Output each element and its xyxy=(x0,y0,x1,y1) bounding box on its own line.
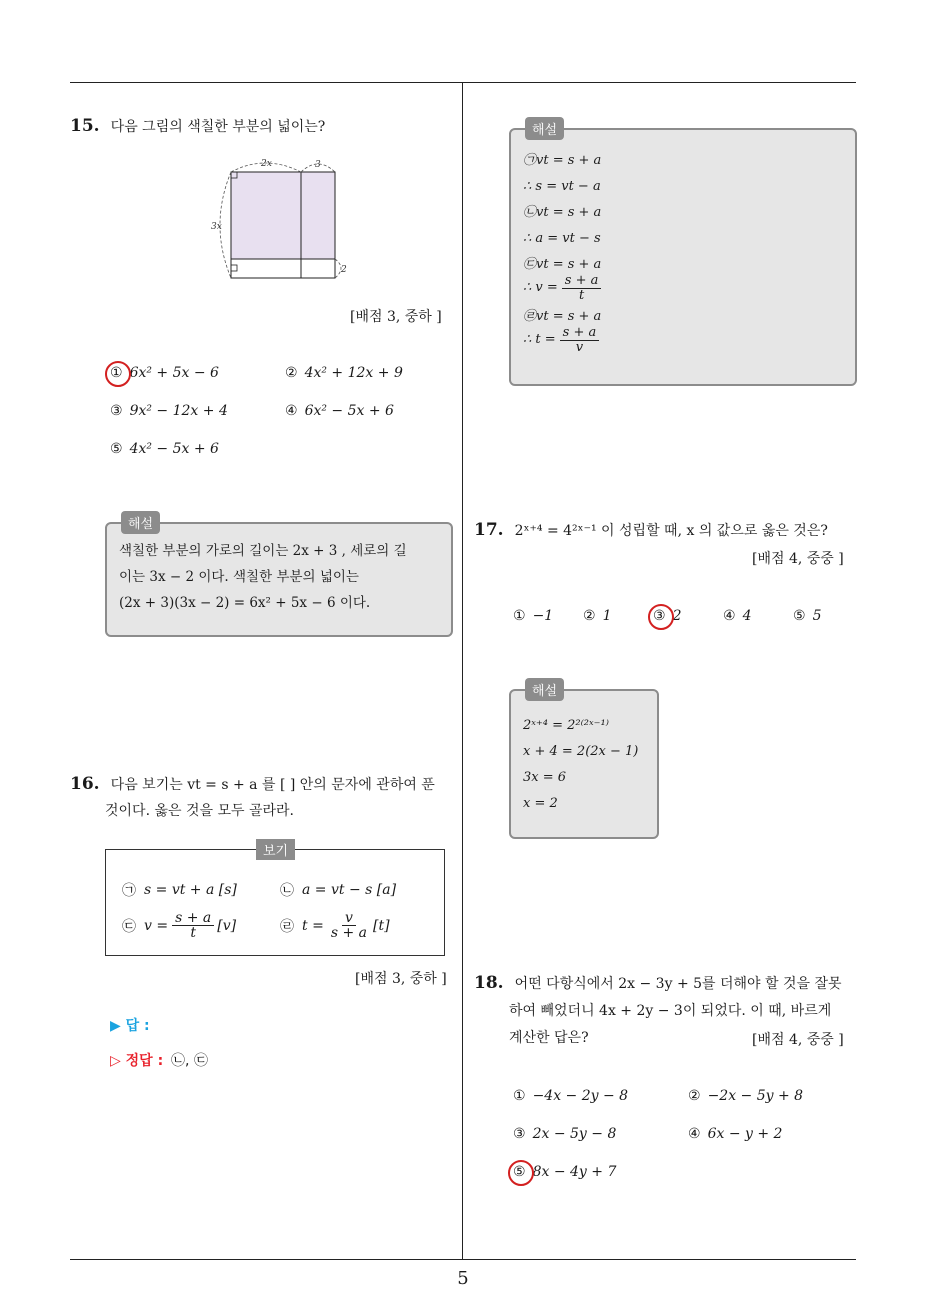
option-text: 6x² − 5x + 6 xyxy=(304,403,394,419)
q17-solution-body xyxy=(523,713,647,817)
item-text: s = vt + a [s] xyxy=(144,882,237,898)
q15-option-4[interactable] xyxy=(285,403,394,419)
q17-meta: [배점 4, 중중 ] xyxy=(752,551,844,567)
option-text: 4 xyxy=(742,608,752,624)
q18-meta: [배점 4, 중중 ] xyxy=(752,1032,844,1048)
q15-answer-circle xyxy=(105,361,131,387)
q18-question xyxy=(474,971,842,997)
option-mark: ① xyxy=(110,365,123,381)
q18-option-2[interactable] xyxy=(688,1088,803,1104)
q15-solution-tag: 해설 xyxy=(121,511,160,534)
q15-solution-box xyxy=(105,517,453,637)
q16-correct-label: ▷ 정답 : xyxy=(110,1053,164,1069)
q16-meta: [배점 3, 중하 ] xyxy=(355,971,447,987)
q17-solution-line: 2ˣ⁺⁴ = 2²⁽²ˣ⁻¹⁾ xyxy=(523,718,609,733)
q16-text-line1: 다음 보기는 vt = s + a 를 [ ] 안의 문자에 관하여 푼 xyxy=(110,777,435,793)
option-mark: ① xyxy=(513,608,526,624)
item-lhs: t = xyxy=(302,917,324,934)
frac-numerator: s + a xyxy=(172,911,214,926)
option-mark: ① xyxy=(513,1088,526,1104)
q18-option-3[interactable] xyxy=(513,1126,616,1142)
q17-solution-tag: 해설 xyxy=(525,678,564,701)
q17-solution-line: x + 4 = 2(2x − 1) xyxy=(523,744,639,759)
option-mark: ② xyxy=(688,1088,701,1104)
q17-option-4[interactable] xyxy=(723,608,751,624)
q16-number: 16. xyxy=(70,774,100,794)
q15-option-3[interactable] xyxy=(110,403,228,419)
option-text: 2 xyxy=(672,608,682,624)
q15-meta: [배점 3, 중하 ] xyxy=(350,309,442,325)
frac-denominator: v xyxy=(575,339,584,355)
q16-bogi-item-4 xyxy=(280,911,390,940)
q16-question xyxy=(70,772,435,798)
frac-numerator: v xyxy=(342,911,356,926)
option-text: 4x² + 12x + 9 xyxy=(304,365,403,381)
q17-option-5[interactable] xyxy=(793,608,821,624)
option-mark: ⑤ xyxy=(513,1164,526,1180)
frac-denominator: s + a xyxy=(330,925,367,941)
q16-bogi-box xyxy=(105,844,445,956)
q16-solution-fraction-t xyxy=(523,324,845,356)
q18-text-line1: 어떤 다항식에서 2x − 3y + 5를 더해야 할 것을 잘못 xyxy=(514,976,842,992)
q16-solution-tag: 해설 xyxy=(525,117,564,140)
option-mark: ⑤ xyxy=(793,608,806,624)
column-divider xyxy=(462,83,463,1260)
q16-solution-box xyxy=(509,123,857,386)
q17-solution-line: x = 2 xyxy=(523,796,558,811)
q15-label-3: 3 xyxy=(315,160,321,170)
q17-answer-circle xyxy=(648,604,674,630)
q17-number: 17. xyxy=(474,520,504,540)
option-text: 5 xyxy=(812,608,822,624)
q16-solution-line: ∴ a = vt − s xyxy=(523,231,601,246)
q16-solution-body xyxy=(523,148,845,356)
q15-label-2: 2 xyxy=(341,265,347,275)
q18-option-1[interactable] xyxy=(513,1088,628,1104)
q17-question xyxy=(474,518,828,544)
item-text: a = vt − s [a] xyxy=(302,882,397,898)
q15-shaded-region xyxy=(231,172,335,259)
frac-numerator: s + a xyxy=(562,274,602,289)
q16-bogi-item-1 xyxy=(122,880,237,900)
option-text: 4x² − 5x + 6 xyxy=(129,441,219,457)
q15-label-3x: 3x xyxy=(211,222,222,232)
q17-solution-line: 3x = 6 xyxy=(523,770,567,785)
item-mark: ㉡ xyxy=(280,883,294,899)
option-text: −2x − 5y + 8 xyxy=(707,1088,804,1104)
item-mark: ㉢ xyxy=(122,918,136,935)
item-mark: ㉠ xyxy=(122,883,136,899)
q18-text-line3: 계산한 답은? xyxy=(509,1030,589,1046)
q15-text: 다음 그림의 색칠한 부분의 넓이는? xyxy=(110,119,326,135)
q18-option-4[interactable] xyxy=(688,1126,782,1142)
q17-solution-box xyxy=(509,684,659,839)
q16-bogi-tag: 보기 xyxy=(256,839,295,860)
top-rule xyxy=(70,82,856,83)
q16-solution-line: ㉠vt = s + a xyxy=(523,153,602,168)
q15-number: 15. xyxy=(70,116,100,136)
option-mark: ② xyxy=(285,365,298,381)
option-text: −1 xyxy=(532,608,554,624)
option-text: 1 xyxy=(602,608,612,624)
q15-label-2x: 2x xyxy=(261,159,272,169)
q15-solution-line: (2x + 3)(3x − 2) = 6x² + 5x − 6 이다. xyxy=(119,595,371,611)
q16-answer-label: ▶ 답 : xyxy=(110,1018,150,1034)
item-fraction xyxy=(328,911,370,940)
q15-figure xyxy=(205,152,355,282)
option-text: 6x² + 5x − 6 xyxy=(129,365,219,381)
q16-correct-answer xyxy=(110,1050,208,1070)
q18-number: 18. xyxy=(474,973,504,993)
item-rest: [t] xyxy=(372,917,390,934)
q16-bogi-item-2 xyxy=(280,880,396,900)
q17-option-1[interactable] xyxy=(513,608,553,624)
option-text: 6x − y + 2 xyxy=(707,1126,783,1142)
q16-solution-line: ㉢vt = s + a xyxy=(523,257,602,272)
q18-text-line2: 하여 빼었더니 4x + 2y − 3이 되었다. 이 때, 바르게 xyxy=(509,1003,832,1019)
frac-denominator: t xyxy=(190,925,196,941)
item-lhs: v = xyxy=(144,917,169,934)
option-mark: ③ xyxy=(110,403,123,419)
q15-solution-body xyxy=(119,538,441,616)
frac-lhs: ∴ v = xyxy=(523,280,558,295)
q16-text-line2: 것이다. 옳은 것을 모두 골라라. xyxy=(105,803,294,819)
q17-option-2[interactable] xyxy=(583,608,611,624)
option-text: 8x − 4y + 7 xyxy=(532,1164,617,1180)
bottom-rule xyxy=(70,1259,856,1260)
page-number: 5 xyxy=(457,1268,469,1289)
q15-option-2[interactable] xyxy=(285,365,403,381)
option-mark: ④ xyxy=(285,403,298,419)
frac-lhs: ∴ t = xyxy=(523,332,556,347)
q15-corner-mark-bottom xyxy=(231,265,237,271)
q15-option-5[interactable] xyxy=(110,441,219,457)
q16-solution-fraction-v xyxy=(523,272,845,304)
option-mark: ③ xyxy=(513,1126,526,1142)
option-text: 9x² − 12x + 4 xyxy=(129,403,228,419)
option-text: −4x − 2y − 8 xyxy=(532,1088,629,1104)
option-text: 2x − 5y − 8 xyxy=(532,1126,617,1142)
option-mark: ④ xyxy=(688,1126,701,1142)
item-fraction xyxy=(172,911,214,940)
item-rest: [v] xyxy=(217,917,237,934)
q15-question xyxy=(70,114,325,140)
q15-solution-line: 이는 3x − 2 이다. 색칠한 부분의 넓이는 xyxy=(119,569,359,585)
item-mark: ㉣ xyxy=(280,918,294,935)
q16-bogi-item-3 xyxy=(122,911,236,940)
option-mark: ⑤ xyxy=(110,441,123,457)
frac-denominator: t xyxy=(578,287,585,303)
q18-answer-circle xyxy=(508,1160,534,1186)
q16-solution-line: ㉡vt = s + a xyxy=(523,205,602,220)
q16-solution-line: ㉣vt = s + a xyxy=(523,309,602,324)
option-mark: ② xyxy=(583,608,596,624)
fraction xyxy=(562,274,602,303)
option-mark: ④ xyxy=(723,608,736,624)
frac-numerator: s + a xyxy=(560,326,600,341)
option-mark: ③ xyxy=(653,608,666,624)
q16-solution-line: ∴ s = vt − a xyxy=(523,179,601,194)
q15-solution-line: 색칠한 부분의 가로의 길이는 2x + 3 , 세로의 길 xyxy=(119,543,407,559)
fraction xyxy=(560,326,600,355)
q16-correct-value: ㉡, ㉢ xyxy=(171,1053,208,1069)
q17-text: 2ˣ⁺⁴ = 4²ˣ⁻¹ 이 성립할 때, x 의 값으로 옳은 것은? xyxy=(514,523,828,539)
